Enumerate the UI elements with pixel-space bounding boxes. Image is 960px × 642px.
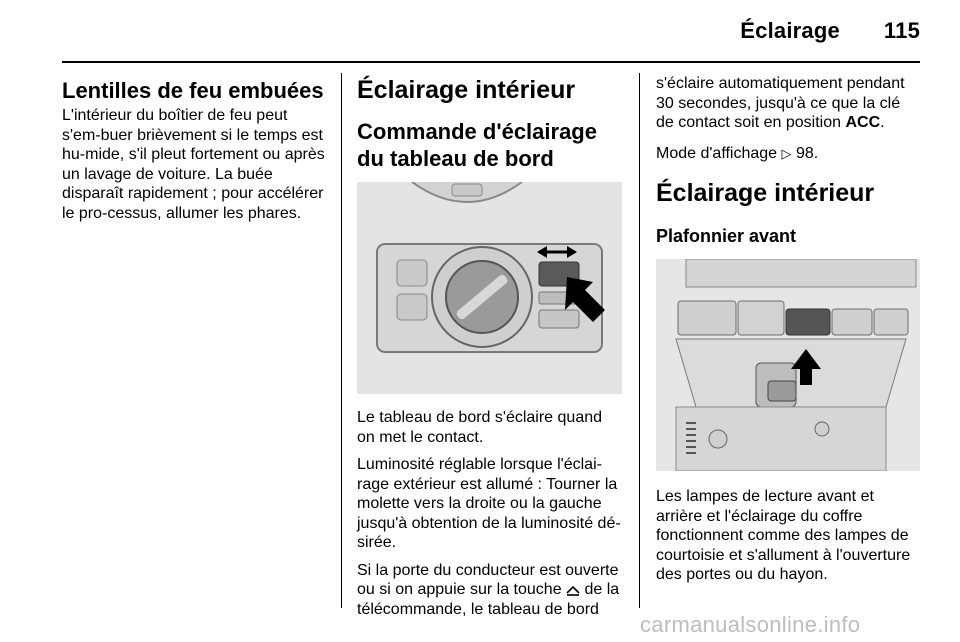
subsection-heading: Commande d'éclairage du tableau de bord: [357, 119, 597, 171]
column-divider: [639, 73, 640, 608]
column-2: [357, 70, 623, 619]
body-text: Si la porte du conducteur est ouverte ou si on appuie sur la touche de la télécommande, le tableau de bord: [357, 561, 620, 618]
section-heading: Éclairage intérieur: [656, 179, 875, 207]
section-heading: Éclairage intérieur: [357, 76, 576, 104]
running-title: Éclairage: [740, 18, 840, 43]
body-text: Luminosité réglable lorsque l'éclai-rage extérieur est allumé : Tourner la molette vers la droite ou la gauche jusqu'à obtention de la luminosité dé-sirée.: [357, 456, 621, 551]
dashboard-light-switch-figure: [357, 182, 622, 394]
page-number: 115: [883, 18, 920, 43]
body-text: L'intérieur du boîtier de feu peut s'em-buer brièvement si le temps est hu-mide, s'il pleut fortement ou après un lavage de voiture. La buée disparaît rapidement ; pour accélérer le pro-cessus, allumer les phares.: [62, 107, 325, 222]
column-divider: [341, 73, 342, 608]
section-heading: Lentilles de feu embuées: [62, 78, 324, 103]
header-rule: [62, 61, 920, 63]
body-text: Les lampes de lecture avant et arrière et l'éclairage du coffre fonctionnent comme des lampes de courtoisie et s'allument à l'ouverture des portes ou du hayon.: [656, 488, 911, 583]
trunk-key-icon: [566, 584, 580, 596]
column-3: [656, 70, 922, 585]
watermark: carmanualsonline.info: [640, 612, 861, 637]
reference-triangle-icon: ▷: [781, 145, 792, 161]
page-header: [740, 18, 920, 44]
body-text: Le tableau de bord s'éclaire quand on met le contact.: [357, 409, 603, 446]
front-courtesy-light-figure: [656, 259, 920, 471]
body-text: s'éclaire automatiquement pendant 30 secondes, jusqu'à ce que la clé de contact soit en position ACC.: [656, 75, 905, 131]
column-1: [62, 70, 330, 223]
subsection-heading: Plafonnier avant: [656, 226, 797, 246]
cross-reference: Mode d'affichage ▷ 98.: [656, 144, 819, 162]
ignition-position: ACC: [845, 114, 881, 131]
